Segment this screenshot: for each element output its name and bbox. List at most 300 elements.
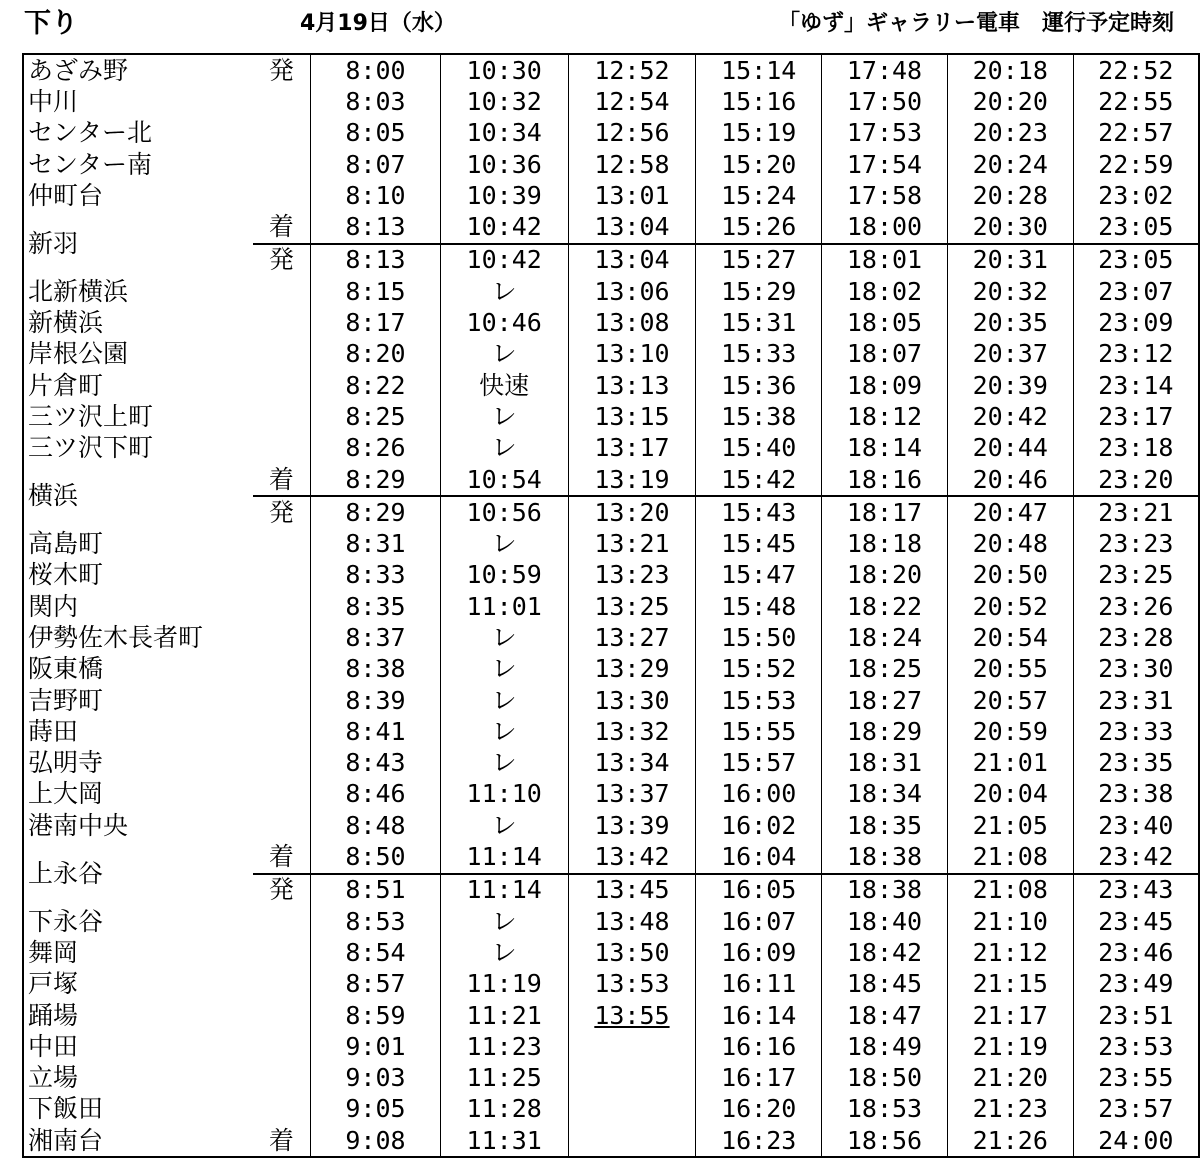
time-cell: 8:26: [311, 433, 441, 464]
time-cell: 17:54: [822, 149, 948, 180]
time-cell: 20:28: [947, 180, 1073, 211]
time-cell: レ: [440, 906, 568, 937]
time-cell: 20:50: [947, 560, 1073, 591]
time-cell: レ: [440, 716, 568, 747]
time-cell: 23:31: [1098, 685, 1174, 715]
station-name: 戸塚: [28, 969, 79, 999]
time-cell: 20:59: [947, 716, 1073, 747]
time-cell: 20:35: [947, 307, 1073, 338]
arr-dep-mark: [253, 748, 311, 779]
arr-dep-mark: 着: [253, 1125, 311, 1157]
time-cell: 23:05: [1073, 244, 1199, 276]
time-cell: 8:37: [311, 622, 441, 653]
time-cell: 16:23: [696, 1125, 822, 1157]
arr-dep-mark: [253, 937, 311, 968]
time-cell: 10:42: [440, 244, 568, 276]
arr-dep-mark: [253, 433, 311, 464]
time-cell: 16:11: [696, 969, 822, 1000]
time-cell: 18:40: [822, 906, 948, 937]
date-label: 4月19日（水）: [300, 11, 456, 36]
time-cell: 11:23: [440, 1031, 568, 1062]
time-cell: 15:52: [696, 654, 822, 685]
time-cell: 8:59: [311, 1000, 441, 1031]
time-cell: 18:38: [822, 841, 948, 873]
time-cell: 13:29: [568, 654, 696, 685]
time-cell: 13:21: [568, 528, 696, 559]
time-cell: 11:14: [440, 841, 568, 873]
station-name: 湘南台: [28, 1125, 104, 1155]
time-cell: 18:27: [822, 685, 948, 716]
time-cell: 23:33: [1098, 716, 1174, 746]
time-cell: レ: [440, 401, 568, 432]
time-cell: 9:05: [311, 1094, 441, 1125]
time-cell: 8:07: [311, 149, 441, 180]
time-cell: 8:35: [311, 591, 441, 622]
time-cell: 15:36: [696, 370, 822, 401]
time-cell: レ: [440, 654, 568, 685]
time-cell: 13:15: [568, 401, 696, 432]
time-cell: 10:56: [440, 496, 568, 528]
timetable-row: [23, 307, 1199, 338]
time-cell: 21:10: [947, 906, 1073, 937]
timetable-row: [23, 841, 1199, 873]
time-cell: 10:42: [440, 211, 568, 243]
time-cell: [568, 1094, 696, 1125]
time-cell: 15:14: [696, 54, 822, 86]
time-cell: 18:01: [822, 244, 948, 276]
timetable-row: [23, 937, 1199, 968]
station-name: センター北: [28, 118, 153, 148]
time-cell: 8:15: [311, 276, 441, 307]
time-cell: 16:07: [696, 906, 822, 937]
time-cell: 20:55: [947, 654, 1073, 685]
arr-dep-mark: [253, 779, 311, 810]
time-cell: 9:01: [311, 1031, 441, 1062]
time-cell: [568, 1063, 696, 1094]
station-name: 弘明寺: [28, 748, 104, 778]
station-name: 関内: [28, 591, 79, 621]
station-name: 桜木町: [28, 560, 104, 590]
time-cell: 8:43: [311, 748, 441, 779]
time-cell: 15:53: [696, 685, 822, 716]
time-cell: 20:20: [947, 86, 1073, 117]
time-cell: 23:35: [1098, 748, 1174, 778]
arr-dep-mark: [253, 810, 311, 841]
station-name: 新横浜: [28, 308, 104, 338]
time-cell: 23:42: [1098, 842, 1174, 872]
time-cell: 17:58: [822, 180, 948, 211]
time-cell: 23:21: [1073, 496, 1199, 528]
timetable: [22, 53, 1200, 1158]
time-cell: 13:42: [568, 841, 696, 873]
time-cell: 8:25: [311, 401, 441, 432]
time-cell: 23:30: [1098, 654, 1174, 684]
time-cell: 20:18: [947, 54, 1073, 86]
time-cell: 20:46: [947, 464, 1073, 496]
time-cell: 15:19: [696, 118, 822, 149]
time-cell: 13:27: [568, 622, 696, 653]
timetable-row: [23, 748, 1199, 779]
station-name: 仲町台: [28, 180, 104, 210]
time-cell: 22:52: [1098, 55, 1174, 85]
timetable-row: [23, 1094, 1199, 1125]
time-cell: 11:28: [440, 1094, 568, 1125]
arr-dep-mark: [253, 560, 311, 591]
time-cell: 13:53: [568, 969, 696, 1000]
time-cell: 18:07: [822, 339, 948, 370]
time-cell: レ: [440, 685, 568, 716]
time-cell: 13:45: [568, 874, 696, 906]
time-cell: 8:10: [311, 180, 441, 211]
time-cell: 18:17: [822, 496, 948, 528]
time-cell: 16:20: [696, 1094, 822, 1125]
station-name: 北新横浜: [28, 276, 129, 306]
time-cell: 18:56: [822, 1125, 948, 1157]
arr-dep-mark: 発: [253, 496, 311, 528]
time-cell: [568, 1125, 696, 1157]
time-cell: 15:42: [696, 464, 822, 496]
time-cell: 11:14: [440, 874, 568, 906]
time-cell: 13:55: [568, 1000, 696, 1031]
station-name: センター南: [28, 149, 153, 179]
time-cell: 13:06: [568, 276, 696, 307]
time-cell: 23:28: [1098, 622, 1174, 652]
time-cell: 18:09: [822, 370, 948, 401]
time-cell: 18:31: [822, 748, 948, 779]
arr-dep-mark: [253, 1031, 311, 1062]
time-cell: 18:14: [822, 433, 948, 464]
time-cell: レ: [440, 622, 568, 653]
time-cell: 21:08: [947, 874, 1073, 906]
time-cell: レ: [440, 339, 568, 370]
arr-dep-mark: [253, 401, 311, 432]
arr-dep-mark: [253, 622, 311, 653]
time-cell: 20:44: [947, 433, 1073, 464]
time-cell: 8:22: [311, 370, 441, 401]
time-cell: 18:00: [822, 211, 948, 243]
time-cell: 16:05: [696, 874, 822, 906]
time-cell: 15:50: [696, 622, 822, 653]
timetable-row: [23, 54, 1199, 86]
arr-dep-mark: [253, 969, 311, 1000]
time-cell: 15:48: [696, 591, 822, 622]
time-cell: 15:33: [696, 339, 822, 370]
station-name: 阪東橋: [28, 654, 104, 684]
time-cell: 13:19: [568, 464, 696, 496]
time-cell: 23:09: [1098, 308, 1174, 338]
time-cell: 8:57: [311, 969, 441, 1000]
time-cell: 13:23: [568, 560, 696, 591]
arr-dep-mark: 着: [253, 211, 311, 243]
time-cell: 8:39: [311, 685, 441, 716]
time-cell: 21:19: [947, 1031, 1073, 1062]
timetable-row: [23, 149, 1199, 180]
time-cell: 18:47: [822, 1000, 948, 1031]
timetable-row: [23, 370, 1199, 401]
time-cell: 10:54: [440, 464, 568, 496]
time-cell: 13:48: [568, 906, 696, 937]
arr-dep-mark: [253, 307, 311, 338]
time-cell: 15:47: [696, 560, 822, 591]
time-cell: 15:27: [696, 244, 822, 276]
arr-dep-mark: [253, 86, 311, 117]
time-cell: 11:10: [440, 779, 568, 810]
arr-dep-mark: [253, 654, 311, 685]
time-cell: [568, 1031, 696, 1062]
time-cell: 8:54: [311, 937, 441, 968]
time-cell: 15:29: [696, 276, 822, 307]
time-cell: 13:04: [568, 244, 696, 276]
station-name: 下永谷: [28, 906, 104, 936]
station-name: 上永谷: [28, 858, 104, 888]
time-cell: 8:00: [311, 54, 441, 86]
time-cell: 20:24: [947, 149, 1073, 180]
time-cell: 20:04: [947, 779, 1073, 810]
time-cell: 13:37: [568, 779, 696, 810]
time-cell: 22:57: [1098, 118, 1174, 148]
time-cell: 20:39: [947, 370, 1073, 401]
timetable-row: [23, 1063, 1199, 1094]
time-cell: 18:22: [822, 591, 948, 622]
time-cell: 8:50: [311, 841, 441, 873]
time-cell: 18:05: [822, 307, 948, 338]
time-cell: 10:59: [440, 560, 568, 591]
arr-dep-mark: 発: [253, 54, 311, 86]
time-cell: 11:31: [440, 1125, 568, 1157]
timetable-row: [23, 654, 1199, 685]
time-cell: 11:19: [440, 969, 568, 1000]
time-cell: 18:45: [822, 969, 948, 1000]
station-name: 三ツ沢下町: [28, 433, 154, 463]
time-cell: 13:13: [568, 370, 696, 401]
time-cell: 23:25: [1098, 560, 1174, 590]
timetable-row: [23, 622, 1199, 653]
timetable-row: [23, 716, 1199, 747]
timetable-row: [23, 401, 1199, 432]
time-cell: 18:29: [822, 716, 948, 747]
station-name: 踊場: [28, 1000, 79, 1030]
station-name: 伊勢佐木長者町: [28, 622, 204, 652]
timetable-row: [23, 464, 1199, 496]
time-cell: 12:52: [568, 54, 696, 86]
time-cell: 23:02: [1098, 180, 1174, 210]
station-name: 蒔田: [28, 716, 79, 746]
time-cell: 16:02: [696, 810, 822, 841]
arr-dep-mark: 着: [253, 464, 311, 496]
time-cell: 15:57: [696, 748, 822, 779]
time-cell: 23:53: [1098, 1031, 1174, 1061]
time-cell: 18:38: [822, 874, 948, 906]
time-cell: 8:46: [311, 779, 441, 810]
time-cell: 11:01: [440, 591, 568, 622]
time-cell: 15:16: [696, 86, 822, 117]
time-cell: レ: [440, 937, 568, 968]
time-cell: 17:50: [822, 86, 948, 117]
time-cell: 8:29: [311, 496, 441, 528]
time-cell: 15:43: [696, 496, 822, 528]
time-cell: 18:50: [822, 1063, 948, 1094]
station-name: 中川: [28, 86, 79, 116]
time-cell: 10:36: [440, 149, 568, 180]
time-cell: レ: [440, 748, 568, 779]
arr-dep-mark: [253, 339, 311, 370]
time-cell: 21:12: [947, 937, 1073, 968]
time-cell: 13:32: [568, 716, 696, 747]
timetable-row: [23, 779, 1199, 810]
station-name: 三ツ沢上町: [28, 401, 154, 431]
time-cell: 23:05: [1098, 212, 1174, 242]
time-cell: 8:29: [311, 464, 441, 496]
time-cell: 13:34: [568, 748, 696, 779]
time-cell: 21:26: [947, 1125, 1073, 1157]
time-cell: 8:20: [311, 339, 441, 370]
timetable-row: [23, 118, 1199, 149]
time-cell: 13:20: [568, 496, 696, 528]
timetable-row: [23, 180, 1199, 211]
station-name: 立場: [28, 1063, 79, 1093]
time-cell: 18:49: [822, 1031, 948, 1062]
time-cell: 20:47: [947, 496, 1073, 528]
time-cell: 23:43: [1073, 874, 1199, 906]
station-name: 吉野町: [28, 685, 104, 715]
time-cell: 12:58: [568, 149, 696, 180]
time-cell: 10:32: [440, 86, 568, 117]
time-cell: 15:45: [696, 528, 822, 559]
time-cell: 21:23: [947, 1094, 1073, 1125]
station-name: 港南中央: [28, 810, 129, 840]
time-cell: 16:04: [696, 841, 822, 873]
timetable-row: [23, 1031, 1199, 1062]
time-cell: 15:20: [696, 149, 822, 180]
arr-dep-mark: 発: [253, 244, 311, 276]
time-cell: 10:46: [440, 307, 568, 338]
arr-dep-mark: [253, 685, 311, 716]
time-cell: 8:13: [311, 244, 441, 276]
timetable-row: [23, 906, 1199, 937]
time-cell: 18:35: [822, 810, 948, 841]
station-name: 上大岡: [28, 779, 104, 809]
direction-label: 下り: [24, 8, 78, 39]
time-cell: 18:12: [822, 401, 948, 432]
time-cell: 20:30: [947, 211, 1073, 243]
time-cell: 16:09: [696, 937, 822, 968]
arr-dep-mark: [253, 118, 311, 149]
time-cell: 18:34: [822, 779, 948, 810]
station-name: 片倉町: [28, 370, 104, 400]
timetable-row: [23, 433, 1199, 464]
time-cell: 17:53: [822, 118, 948, 149]
arr-dep-mark: [253, 1000, 311, 1031]
timetable-row: [23, 528, 1199, 559]
time-cell: 15:38: [696, 401, 822, 432]
time-cell: 15:31: [696, 307, 822, 338]
time-cell: 17:48: [822, 54, 948, 86]
time-cell: 23:51: [1098, 1000, 1174, 1030]
time-cell: 8:31: [311, 528, 441, 559]
arr-dep-mark: [253, 591, 311, 622]
station-name: 下飯田: [28, 1094, 104, 1124]
time-cell: 23:18: [1098, 433, 1174, 463]
time-cell: 22:59: [1098, 149, 1174, 179]
time-cell: 23:07: [1098, 276, 1174, 306]
time-cell: 11:21: [440, 1000, 568, 1031]
timetable-title: 「ゆず」ギャラリー電車 運行予定時刻: [777, 11, 1174, 36]
time-cell: 8:41: [311, 716, 441, 747]
time-cell: 8:05: [311, 118, 441, 149]
time-cell: レ: [440, 433, 568, 464]
time-cell: 18:42: [822, 937, 948, 968]
timetable-row: [23, 1000, 1199, 1031]
time-cell: 8:17: [311, 307, 441, 338]
time-cell: 20:57: [947, 685, 1073, 716]
time-cell: 23:14: [1098, 370, 1174, 400]
time-cell: 8:38: [311, 654, 441, 685]
station-name: あざみ野: [28, 55, 129, 85]
time-cell: 13:10: [568, 339, 696, 370]
station-name: 中田: [28, 1031, 79, 1061]
station-name: 岸根公園: [28, 339, 129, 369]
timetable-row: [23, 339, 1199, 370]
time-cell: 13:08: [568, 307, 696, 338]
time-cell: 12:56: [568, 118, 696, 149]
timetable-row: [23, 1125, 1199, 1157]
time-cell: 18:02: [822, 276, 948, 307]
arr-dep-mark: 発: [253, 874, 311, 906]
time-cell: 13:39: [568, 810, 696, 841]
timetable-row: [23, 276, 1199, 307]
time-cell: 20:32: [947, 276, 1073, 307]
time-cell: 20:52: [947, 591, 1073, 622]
time-cell: 23:26: [1098, 591, 1174, 621]
time-cell: 20:37: [947, 339, 1073, 370]
arr-dep-mark: 着: [253, 841, 311, 873]
time-cell: 23:38: [1098, 779, 1174, 809]
timetable-row: [23, 86, 1199, 117]
time-cell: 23:23: [1098, 529, 1174, 559]
time-cell: 9:03: [311, 1063, 441, 1094]
time-cell: 8:51: [311, 874, 441, 906]
time-cell: 23:12: [1098, 339, 1174, 369]
timetable-row: [23, 685, 1199, 716]
time-cell: 24:00: [1098, 1125, 1174, 1155]
arr-dep-mark: [253, 716, 311, 747]
time-cell: 13:17: [568, 433, 696, 464]
time-cell: 18:20: [822, 560, 948, 591]
time-cell: 23:45: [1098, 906, 1174, 936]
timetable-row: [23, 591, 1199, 622]
timetable-row: [23, 211, 1199, 243]
time-cell: 15:40: [696, 433, 822, 464]
timetable-row: [23, 969, 1199, 1000]
time-cell: 18:18: [822, 528, 948, 559]
station-name: 舞岡: [28, 937, 79, 967]
timetable-row: [23, 560, 1199, 591]
time-cell: 21:15: [947, 969, 1073, 1000]
time-cell: 20:31: [947, 244, 1073, 276]
time-cell: 23:49: [1098, 969, 1174, 999]
arr-dep-mark: [253, 1063, 311, 1094]
time-cell: 11:25: [440, 1063, 568, 1094]
time-cell: 快速: [440, 370, 568, 401]
time-cell: レ: [440, 276, 568, 307]
time-cell: 22:55: [1098, 86, 1174, 116]
time-cell: 8:03: [311, 86, 441, 117]
time-cell: 23:46: [1098, 937, 1174, 967]
time-cell: レ: [440, 528, 568, 559]
station-name: 横浜: [28, 481, 79, 511]
time-cell: 13:04: [568, 211, 696, 243]
arr-dep-mark: [253, 528, 311, 559]
